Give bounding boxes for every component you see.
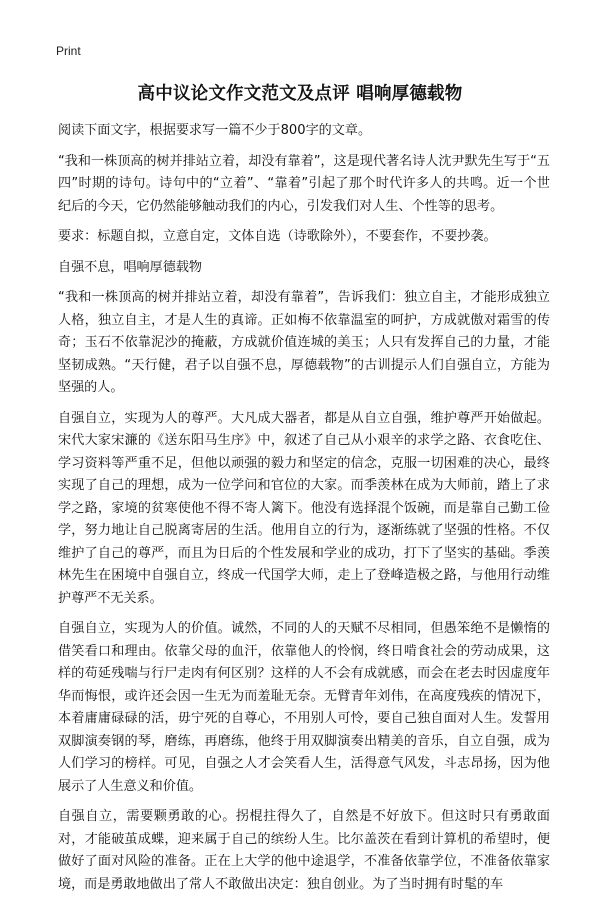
essay-paragraph: 自强自立，需要颗勇敢的心。拐棍拄得久了，自然是不好放下。但这时只有勇敢面对，才能破茧成蝶，迎来属于自己的缤纷人生。比尔盖茨在看到计算机的希望时，便做好了面对风险的准备。正在上大学的他中途退学，不准备依靠学位，不准备依靠家境，而是勇敢地做出了常人不敢做出决定：独自创业。为了当时拥有时髦的车 [58,809,550,892]
article-body [58,120,550,904]
prompt-requirements: 要求：标题自拟，立意自定，文体自选（诗歌除外），不要套作，不要抄袭。 [58,229,497,244]
essay-paragraph: 自强自立，实现为人的尊严。大凡成大器者，都是从自立自强，维护尊严开始做起。宋代大家宋濂的《送东阳马生序》中，叙述了自己从小艰辛的求学之路、衣食吃住、学习资料等严重不足，但他以顽强的毅力和坚定的信念，克服一切困难的决心，最终实现了自己的理想，成为一位学问和官位的大家。而季羡林在成为大师前，踏上了求学之路，家境的贫寒使他不得不寄人篱下。他没有选择混个饭碗，而是靠自己勤工俭学，努力地让自己脱离寄居的生活。他用自立的行为，逐渐练就了坚强的性格。不仅维护了自己的尊严，而且为日后的个性发展和学业的成功，打下了坚实的基础。季羡林先生在困境中自强自立，终成一代国学大师，走上了登峰造极之路，与他用行动维护尊严不无关系。 [58,410,550,606]
article-title: 高中议论文作文范文及点评 唱响厚德载物 [137,84,463,104]
essay-paragraph: “我和一株顶高的树并排站立着，却没有靠着”，告诉我们：独立自主，才能形成独立人格，独立自主，才是人生的真谛。正如梅不依靠温室的呵护，方成就傲对霜雪的传奇；玉石不依靠泥沙的掩蔽，方成就价值连城的美玉；人只有发挥自己的力量，才能坚韧成熟。“天行健，君子以自强不息，厚德载物”的古训提示人们自强自立，方能为坚强的人。 [58,290,550,395]
print-link[interactable]: Print [56,44,81,58]
prompt-instruction: 阅读下面文字，根据要求写一篇不少于800字的文章。 [58,123,372,138]
essay-subtitle: 自强不息，唱响厚德载物 [58,259,203,275]
essay-paragraph: 自强自立，实现为人的价值。诚然，不同的人的天赋不尽相同，但愚笨绝不是懒惰的借笑看口和理由。依靠父母的血汗，依靠他人的怜悯，终日啃食社会的劳动成果，这样的苟延残喘与行尸走肉有何区别？这样的人不会有成就感，而会在老去时因虚度年华而悔恨，或许还会因一生无为而羞耻无奈。无臂青年刘伟，在高度残疾的情况下，本着庸庸碌碌的活，毋宁死的自尊心，不用别人可怜，要自己独自面对人生。发誓用双脚演奏钢的琴，磨练，再磨练，他终于用双脚演奏出精美的音乐，自立自强，成为人们学习的榜样。可见，自强之人才会笑看人生，活得意气风发，斗志昂扬，因为他展示了人生意义和价值。 [58,621,550,794]
prompt-material: “我和一株顶高的树并排站立着，却没有靠着”，这是现代著名诗人沈尹默先生写于“五四”时期的诗句。诗句中的“立着”、“靠着”引起了那个时代许多人的共鸣。近一个世纪后的今天，它仍然能够触动我们的内心，引发我们对人生、个性等的思考。 [58,153,550,214]
